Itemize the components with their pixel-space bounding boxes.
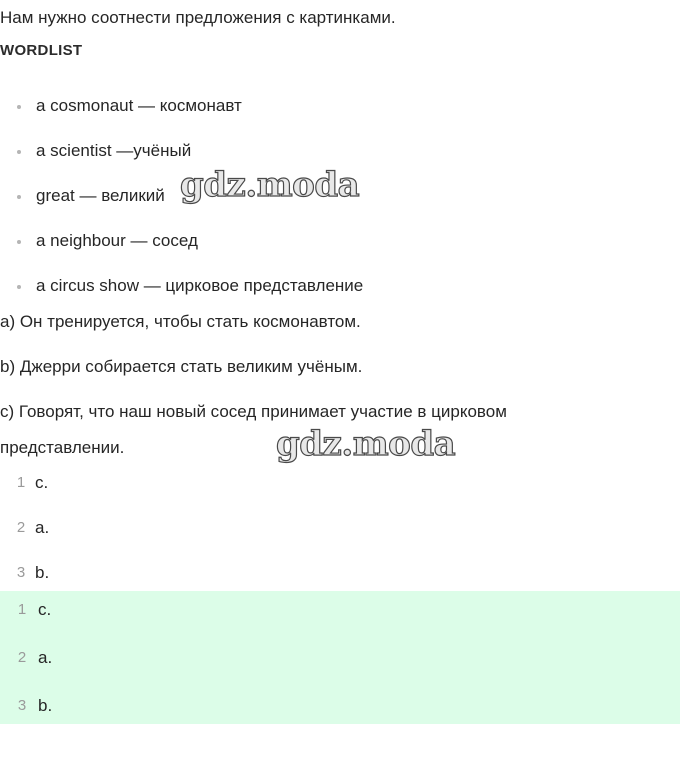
sentence-a: a) Он тренируется, чтобы стать космонавтом. (0, 312, 361, 331)
intro-text: Нам нужно соотнести предложения с картинками. (0, 8, 396, 27)
wordlist-title: WORDLIST (0, 42, 83, 59)
list-item (0, 95, 363, 140)
answer-number: 3 (16, 564, 26, 581)
watermark-logo: gdz.moda (276, 424, 456, 464)
bullet-icon (17, 105, 21, 109)
answer-value: b. (35, 563, 50, 582)
highlighted-answer-block (0, 591, 680, 724)
answer-number: 2 (17, 649, 27, 666)
word-entry: a cosmonaut — космонавт (36, 96, 242, 115)
answer-number: 1 (17, 601, 27, 618)
answer-number: 2 (16, 519, 26, 536)
sentence-c-line2: представлении. (0, 438, 125, 457)
answer-number: 1 (16, 474, 26, 491)
answer-value: a. (38, 648, 53, 667)
word-entry: a scientist —учёный (36, 141, 192, 160)
word-entry: a neighbour — сосед (36, 231, 198, 250)
answer-value: c. (35, 473, 49, 492)
sentence-b: b) Джерри собирается стать великим учёным. (0, 357, 363, 376)
sentence-c-line1: c) Говорят, что наш новый сосед принимает участие в цирковом (0, 402, 507, 421)
bullet-icon (17, 240, 21, 244)
word-entry: a circus show — цирковое представление (36, 276, 364, 295)
answer-value: a. (35, 518, 50, 537)
answer-value: c. (38, 600, 52, 619)
word-entry: great — великий (36, 186, 165, 205)
bullet-icon (17, 195, 21, 199)
answer-number: 3 (17, 697, 27, 714)
list-item (0, 230, 363, 275)
bullet-icon (17, 150, 21, 154)
wordlist (0, 95, 363, 320)
answer-value: b. (38, 696, 53, 715)
bullet-icon (17, 285, 21, 289)
watermark-logo: gdz.moda (180, 165, 360, 205)
